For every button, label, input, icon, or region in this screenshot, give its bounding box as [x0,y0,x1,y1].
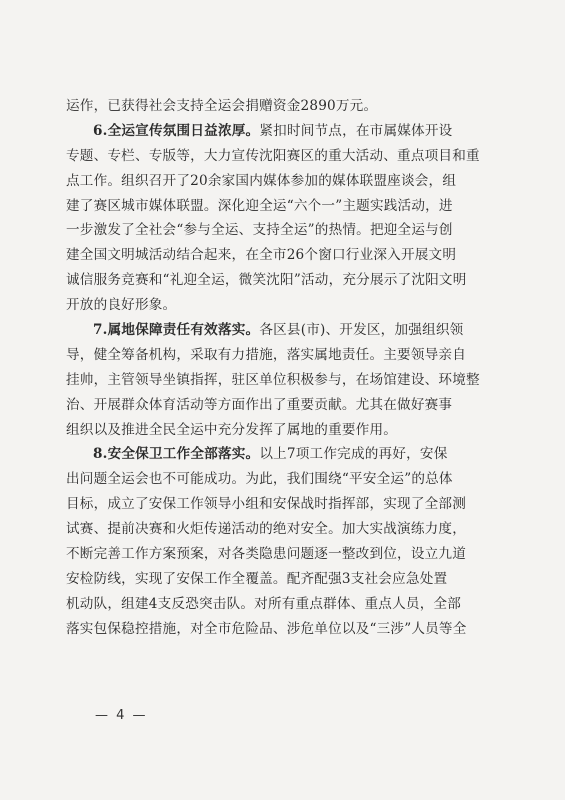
text-line: 挂帅，主管领导坐镇指挥，驻区单位积极参与，在场馆建设、环境整 [66,371,480,388]
text-line: 治、开展群众体育活动等方面作出了重要贡献。尤其在做好赛事 [66,396,453,413]
text-line: 建全国文明城活动结合起来，在全市26个窗口行业深入开展文明 [66,247,457,264]
text-line: 不断完善工作方案预案，对各类隐患问题逐一整改到位，设立九道 [66,546,467,563]
text-line: 目标，成立了安保工作领导小组和安保战时指挥部，实现了全部测 [66,496,467,513]
text-line: 试赛、提前决赛和火炬传递活动的绝对安全。加大实战演练力度， [66,521,467,538]
text-line: 导，健全筹备机构，采取有力措施，落实属地责任。主要领导亲自 [66,346,467,363]
text-line: 诚信服务竞赛和“礼迎全运，微笑沈阳”活动，充分展示了沈阳文明 [66,272,467,289]
text-line: 专题、专栏、专版等，大力宣传沈阳赛区的重大活动、重点项目和重 [66,147,480,164]
text-line: 各区县(市)、开发区，加强组织领 [259,322,464,339]
text-line: 组织以及推进全民全运中充分发挥了属地的重要作用。 [66,421,398,438]
text-line: 建了赛区城市媒体联盟。深化迎全运“六个一”主题实践活动，进 [66,197,453,214]
text-line: 以上7项工作完成的再好，安保 [259,446,448,463]
section-heading: 8.安全保卫工作全部落实。 [93,446,260,463]
section-heading: 7.属地保障责任有效落实。 [93,322,260,339]
text-line: 一步激发了全社会“参与全运、支持全运”的热情。把迎全运与创 [66,222,453,239]
text-line: 落实包保稳控措施，对全市危险品、涉危单位以及“三涉”人员等全 [66,620,467,637]
section-heading-line [66,442,516,467]
text-line: 运作，已获得社会支持全运会捐赠资金2890万元。 [66,98,378,114]
text-line: 机动队，组建4支反恐突击队。对所有重点群体、重点人员，全部 [66,595,462,612]
section-heading-line [66,318,516,343]
section-heading: 6.全运宣传氛围日益浓厚。 [93,122,260,139]
text-line: 安检防线，实现了安保工作全覆盖。配齐配强3支社会应急处置 [66,570,448,587]
section-heading-line [66,119,516,144]
text-line: 点工作。组织召开了20余家国内媒体参加的媒体联盟座谈会，组 [66,172,457,189]
text-line: 紧扣时间节点，在市属媒体开设 [259,122,453,139]
text-line: 开放的良好形象。 [66,297,177,314]
document-body [66,94,516,642]
text-line: 出问题全运会也不可能成功。为此，我们围绕“平安全运”的总体 [66,471,453,488]
page-number: — 4 — [95,708,148,723]
